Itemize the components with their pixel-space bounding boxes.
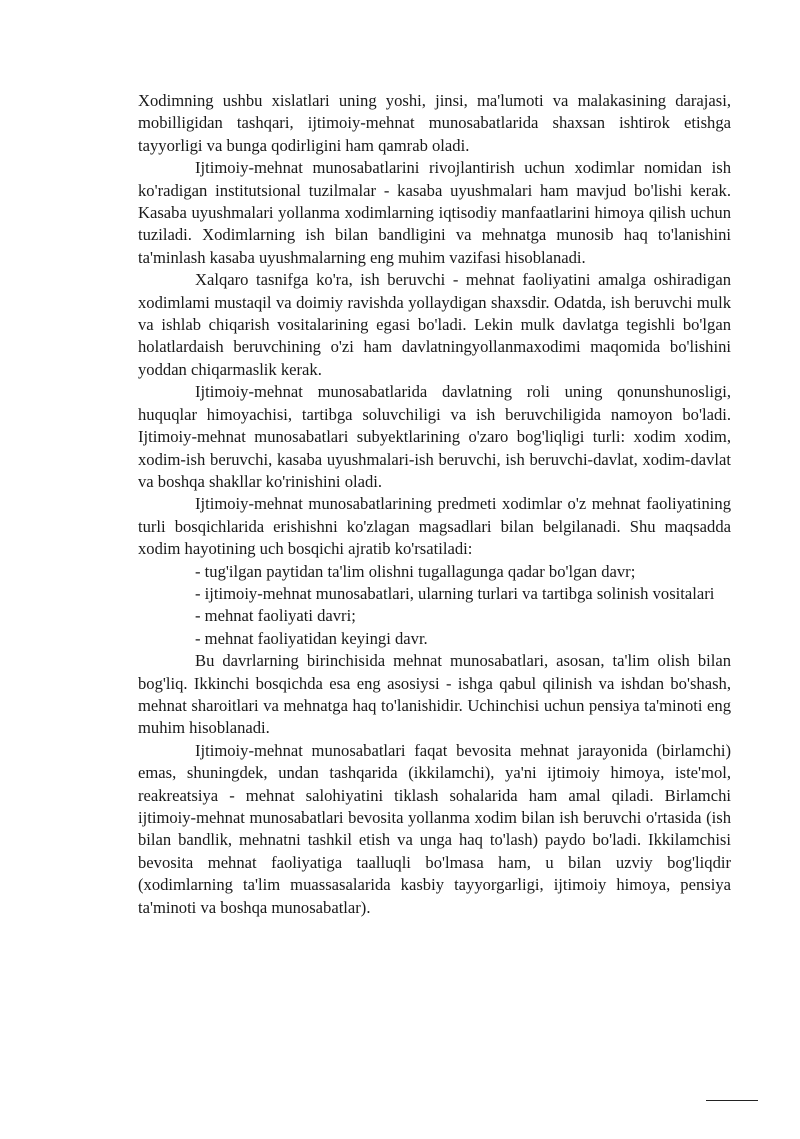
- paragraph-1: Xodimning ushbu xislatlari uning yoshi, jinsi, ma'lumoti va malakasining darajasi, mobilligidan tashqari, ijtimoiy-mehnat munosabatlarida shaxsan ishtirok etishga tayyorligi va bunga qodirligini ham qamrab oladi.: [138, 91, 731, 155]
- paragraph-3: Xalqaro tasnifga ko'ra, ish beruvchi - mehnat faoliyatini amalga oshiradigan xodimlami mustaqil va doimiy ravishda yollaydigan shaxsdir. Odatda, ish beruvchi mulk va ishlab chiqarish vositalarining egasi bo'ladi. Lekin mulk davlatga tegishli bo'lgan holatlardaish beruvchining o'zi ham davlatningyollanmaxodimi maqomida bo'lishini yoddan chiqarmaslik kerak.: [138, 270, 731, 379]
- paragraph-4: Ijtimoiy-mehnat munosabatlarida davlatning roli uning qonunshunosligi, huquqlar himoyachisi, tartibga soluvchiligi va ish beruvchiligida namoyon bo'ladi. Ijtimoiy-mehnat munosabatlari subyektlarining o'zaro bog'liqligi turli: xodim xodim, xodim-ish beruvchi, kasaba uyushmalari-ish beruvchi, ish beruvchi-davlat, xodim-davlat va boshqa shakllar ko'rinishini oladi.: [138, 382, 731, 491]
- document-body: [138, 90, 731, 919]
- footer-rule: [706, 1100, 758, 1101]
- list-item-1: - tug'ilgan paytidan ta'lim olishni tugallagunga qadar bo'lgan davr;: [195, 561, 636, 581]
- paragraph-2: Ijtimoiy-mehnat munosabatlarini rivojlantirish uchun xodimlar nomidan ish ko'radigan institutsional tuzilmalar - kasaba uyushmalari ham mavjud bo'lishi kerak. Kasaba uyushmalari yollanma xodimlarning iqtisodiy manfaatlarini himoya qilish uchun tuziladi. Xodimlarning ish bilan bandligini va mehnatga munosib haq to'lanishini ta'minlash kasaba uyushmalarning eng muhim vazifasi hisoblanadi.: [138, 158, 731, 267]
- paragraph-5: Ijtimoiy-mehnat munosabatlarining predmeti xodimlar o'z mehnat faoliyatining turli bosqichlarida erishishni ko'zlagan magsadlari bilan belgilanadi. Shu maqsadda xodim hayotining uch bosqichi ajratib ko'rsatiladi:: [138, 494, 731, 559]
- paragraph-6: Bu davrlarning birinchisida mehnat munosabatlari, asosan, ta'lim olish bilan bog'liq. Ikkinchi bosqichda esa eng asosiysi - ishga qabul qilinish va ishdan bo'shash, mehnat sharoitlari va mehnatga haq to'lanishidir. Uchinchisi uchun pensiya ta'minoti eng muhim hisoblanadi.: [138, 651, 731, 738]
- list-item-3: - mehnat faoliyati davri;: [195, 606, 356, 626]
- list-item-2: - ijtimoiy-mehnat munosabatlari, ularning turlari va tartibga solinish vositalari: [195, 583, 715, 603]
- paragraph-7: Ijtimoiy-mehnat munosabatlari faqat bevosita mehnat jarayonida (birlamchi) emas, shuningdek, undan tashqarida (ikkilamchi), ya'ni ijtimoiy himoya, iste'mol, reakreatsiya - mehnat salohiyatini tiklash sohalarida ham amal qiladi. Birlamchi ijtimoiy-mehnat munosabatlari bevosita yollanma xodim bilan ish beruvchi o'rtasida (ish bilan bandlik, mehnatni tashkil etish va unga haq to'lash) paydo bo'ladi. Ikkilamchisi bevosita mehnat faoliyatiga taalluqli bo'lmasa ham, u bilan uzviy bog'liqdir (xodimlarning ta'lim muassasalarida kasbiy tayyorgarligi, ijtimoiy himoya, pensiya ta'minoti va boshqa munosabatlar).: [138, 740, 731, 917]
- list-item-4: - mehnat faoliyatidan keyingi davr.: [195, 628, 428, 648]
